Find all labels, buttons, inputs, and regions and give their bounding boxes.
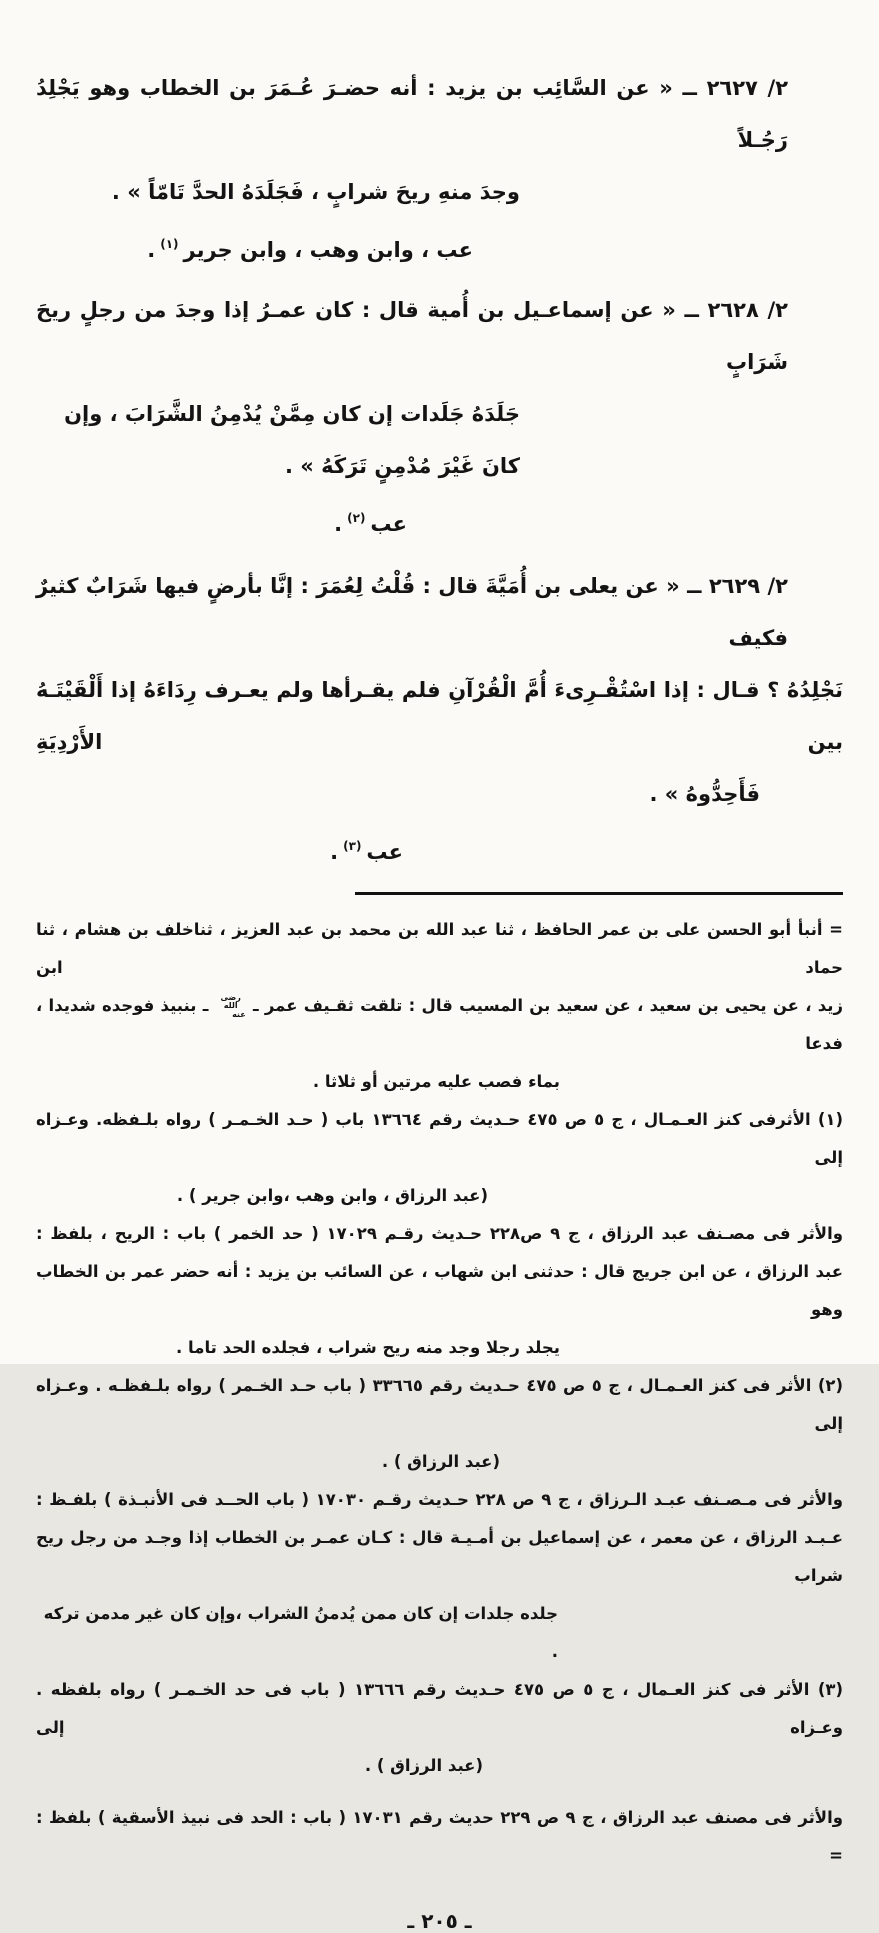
- footnote-line: يجلد رجلا وجد منه ريح شراب ، فجلده الحد تاما .: [176, 1338, 560, 1357]
- hadith-text-line: وجدَ منهِ ريحَ شرابٍ ، فَجَلَدَهُ الحدَّ تَامّاً » .: [111, 180, 520, 204]
- footnotes-section: [36, 911, 843, 1875]
- footnote-line: (٣) الأثر فى كنز العـمال ، ج ٥ ص ٤٧٥ حـديث رقم ١٣٦٦٦ ( باب فى حد الخـمـر ) رواه بلفظه . وعـزاه إلى: [36, 1680, 844, 1737]
- footnote-ref-2: (٢): [347, 511, 366, 525]
- footnote-continuation: [36, 911, 843, 1101]
- footnote-separator-rule: [355, 892, 843, 895]
- footnote-text: زيد ، عن يحيى بن سعيد ، عن سعيد بن المسيب قال : تلقت ثقـيف عمر ـ: [252, 996, 843, 1015]
- hadith-text-line: ٢/ ٢٦٢٨ ــ « عن إسماعـيل بن أُمية قال : كان عمـرُ إذا وجدَ من رجلٍ ريحَ شَرَابٍ: [36, 298, 788, 374]
- footnote-ref-3: (٣): [343, 839, 362, 853]
- hadith-entry-2628: [36, 284, 843, 550]
- footnote-text: ـ بنبيذ فوجده شديدا ، فدعا: [36, 996, 843, 1053]
- footnote-ref-1: (١): [160, 237, 179, 251]
- footnote-line: (عبد الرزاق ) .: [364, 1756, 483, 1775]
- radi-allahu-anhu-mark: رضى الله عنه: [220, 992, 246, 1019]
- attribution-line: [36, 820, 403, 878]
- attribution-period: .: [334, 512, 343, 536]
- footnote-line: والأثر فى مـصـنف عبـد الـرزاق ، ج ٩ ص ٢٢٨ حـديث رقـم ١٧٠٣٠ ( باب الحــد فى الأنبـذة ) بلفـظ :: [36, 1490, 843, 1509]
- footnote-line: والأثر فى مصنف عبد الرزاق ، ج ٩ ص ٢٢٩ حديث رقم ١٧٠٣١ ( باب : الحد فى نبيذ الأسقية ) بلفظ : =: [36, 1808, 843, 1865]
- footnote-1: [36, 1101, 843, 1367]
- page-number: ـ ٢٠٥ ـ: [407, 1909, 472, 1933]
- footnote-3: [36, 1671, 843, 1875]
- hadith-entries: [36, 62, 843, 878]
- footnote-line: [36, 987, 843, 1063]
- footnote-line: (٢) الأثر فى كنز العـمـال ، ج ٥ ص ٤٧٥ حـديث رقم ٣٣٦٦٥ ( باب حـد الخـمر ) رواه بلـفظـه . وعـزاه إلى: [36, 1376, 844, 1433]
- attribution-period: .: [330, 840, 339, 864]
- footnote-2: [36, 1367, 843, 1671]
- attribution-sources: عب: [370, 512, 407, 536]
- footnote-line: (عبد الرزاق ، وابن وهب ،وابن جرير ) .: [176, 1186, 488, 1205]
- hadith-text-line: ٢/ ٢٦٢٧ ــ « عن السَّائِب بن يزيد : أنه حضـرَ عُـمَرَ بن الخطاب وهو يَجْلِدُ رَجُـلاً: [36, 76, 789, 152]
- footnote-line: جلده جلدات إن كان ممن يُدمنُ الشراب ،وإن كان غير مدمن تركه .: [43, 1604, 558, 1661]
- footnote-line: (عبد الرزاق ) .: [381, 1452, 500, 1471]
- hadith-text-line: فَأَحِدُّوهُ » .: [649, 782, 760, 806]
- hadith-entry-2627: [36, 62, 843, 276]
- footnote-line: عبد الرزاق ، عن ابن جريج قال : حدثنى ابن شهاب ، عن السائب بن يزيد : أنه حضر عمر بن الخطاب وهو: [36, 1262, 843, 1319]
- footnote-line: = أنبأ أبو الحسن على بن عمر الحافظ ، ثنا عبد الله بن محمد بن عبد العزيز ، ثناخلف بن هشام ، ثنا حماد ابن: [36, 920, 843, 977]
- attribution-period: .: [147, 238, 156, 262]
- hadith-text-line: ٢/ ٢٦٢٩ ــ « عن يعلى بن أُمَيَّةَ قال : قُلْتُ لِعُمَرَ : إنَّا بأرضٍ فيها شَرَابٌ كثيرٌ فكيف: [36, 574, 788, 650]
- attribution-line: [36, 218, 473, 276]
- hadith-text-line: نَجْلِدُهُ ؟ قـال : إذا اسْتُقْـرِىءَ أُمَّ الْقُرْآنِ فلم يقـرأها ولم يعـرف رِدَاءَهُ إذا أَلْقَيْتَـهُ بين الأَرْدِيَةِ: [36, 678, 843, 754]
- attribution-line: [36, 492, 407, 550]
- hadith-entry-2629: [36, 560, 843, 878]
- footnote-line: بماء فصب عليه مرتين أو ثلاثا .: [312, 1072, 560, 1091]
- footnote-line: (١) الأثرفى كنز العـمـال ، ج ٥ ص ٤٧٥ حـديث رقم ١٣٦٦٤ باب ( حـد الخـمـر ) رواه بلـفظه. وعـزاه إلى: [36, 1110, 843, 1167]
- attribution-sources: عب ، وابن وهب ، وابن جرير: [183, 238, 473, 262]
- footnote-line: عـبـد الرزاق ، عن معمر ، عن إسماعيل بن أمـيـة قال : كـان عمـر بن الخطاب إذا وجـد من رجل ريح شراب: [36, 1528, 843, 1585]
- hadith-text-line: جَلَدَهُ جَلَدات إن كان مِمَّنْ يُدْمِنُ الشَّرَابَ ، وإن كانَ غَيْرَ مُدْمِنٍ تَرَكَهُ » .: [64, 402, 520, 478]
- attribution-sources: عب: [366, 840, 403, 864]
- footnote-line: والأثر فى مصـنف عبد الرزاق ، ج ٩ ص٢٢٨ حـديث رقـم ١٧٠٢٩ ( حد الخمر ) باب : الريح ، بلفظ :: [36, 1224, 843, 1243]
